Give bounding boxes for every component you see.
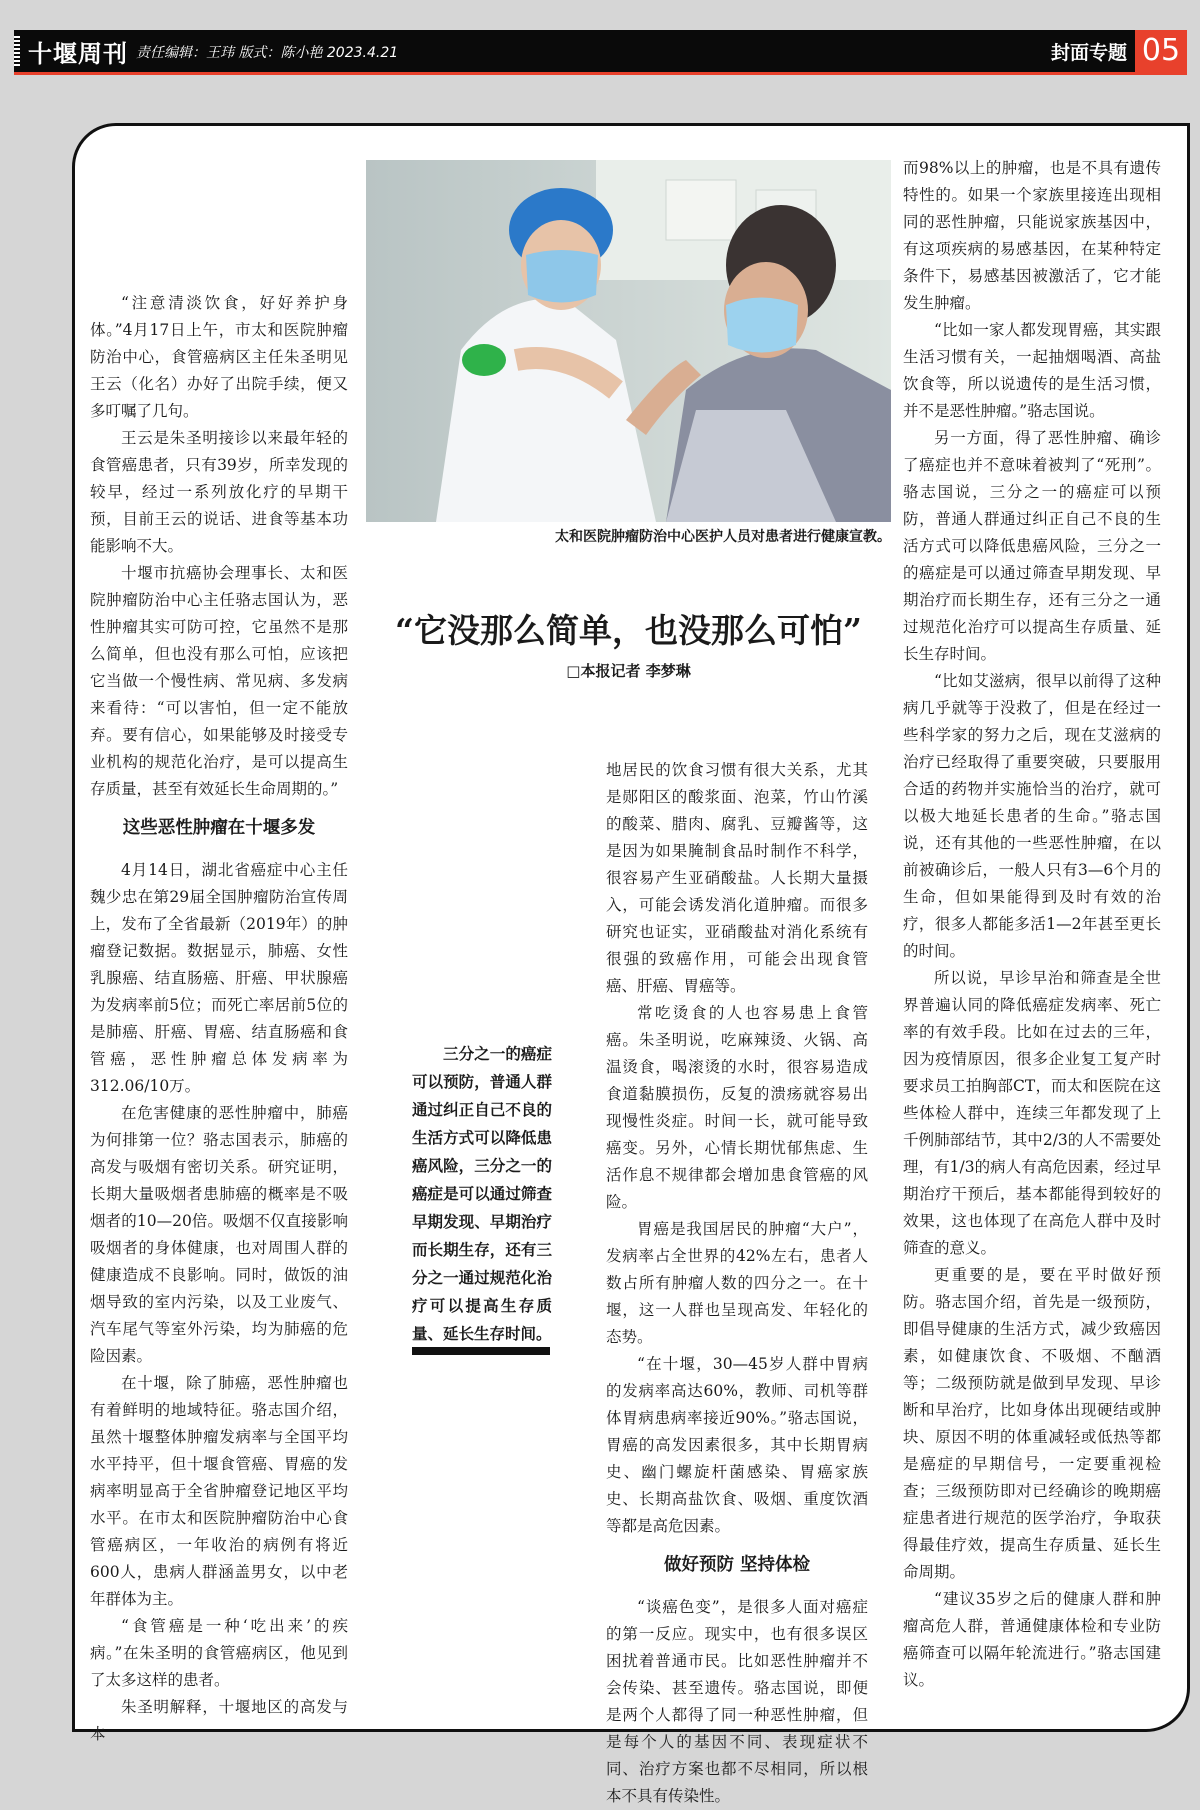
paragraph: 另一方面，得了恶性肿瘤、确诊了癌症也并不意味着被判了“死刑”。骆志国说，三分之一的癌症可以预防，普通人群通过纠正自己不良的生活方式可以降低患癌风险，三分之一的癌症是可以通过筛查早期发现、早期治疗而长期生存，还有三分之一通过规范化治疗可以提高生存质量、延长生存时间。 — [903, 429, 1161, 663]
column-1 — [90, 290, 348, 1748]
column-4 — [903, 155, 1161, 1694]
paragraph: 地居民的饮食习惯有很大关系，尤其是郧阳区的酸浆面、泡菜，竹山竹溪的酸菜、腊肉、腐乳、豆瓣酱等，这是因为如果腌制食品时制作不科学，很容易产生亚硝酸盐。人长期大量摄入，可能会诱发消化道肿瘤。而很多研究也证实，亚硝酸盐对消化系统有很强的致癌作用，可能会出现食管癌、肝癌、胃癌等。 — [606, 761, 868, 995]
pull-quote-bar — [412, 1347, 550, 1355]
paragraph: “注意清淡饮食，好好养护身体。”4月17日上午，市太和医院肿瘤防治中心，食管癌病区主任朱圣明见王云（化名）办好了出院手续，便又多叮嘱了几句。 — [90, 294, 348, 420]
paragraph: 更重要的是，要在平时做好预防。骆志国介绍，首先是一级预防，即倡导健康的生活方式，减少致癌因素，如健康饮食、不吸烟、不酗酒等；二级预防就是做到早发现、早诊断和早治疗，比如身体出现硬结或肿块、原因不明的体重减轻或低热等都是癌症的早期信号，一定要重视检查；三级预防即对已经确诊的晚期癌症患者进行规范的医学治疗，争取获得最佳疗效，提高生存质量、延长生命周期。 — [903, 1266, 1161, 1581]
photo-illustration — [366, 160, 891, 522]
masthead-credits: 责任编辑：王玮 版式：陈小艳 2023.4.21 — [136, 45, 399, 61]
photo-caption: 太和医院肿瘤防治中心医护人员对患者进行健康宣教。 — [366, 522, 891, 552]
section-title: 封面专题 — [1050, 42, 1127, 64]
paragraph: 4月14日，湖北省癌症中心主任魏少忠在第29届全国肿瘤防治宣传周上，发布了全省最新（2019年）的肿瘤登记数据。数据显示，肺癌、女性乳腺癌、结直肠癌、肝癌、甲状腺癌为发病率前5位；而死亡率居前5位的是肺癌、肝癌、胃癌、结直肠癌和食管癌，恶性肿瘤总体发病率为312.06/10万。 — [90, 861, 348, 1095]
paragraph: “比如一家人都发现胃癌，其实跟生活习惯有关，一起抽烟喝酒、高盐饮食等，所以说遗传的是生活习惯，并不是恶性肿瘤。”骆志国说。 — [903, 321, 1161, 420]
paragraph: “食管癌是一种‘吃出来’的疾病。”在朱圣明的食管癌病区，他见到了太多这样的患者。 — [90, 1617, 348, 1689]
paragraph: “谈癌色变”，是很多人面对癌症的第一反应。现实中，也有很多误区困扰着普通市民。比如恶性肿瘤并不会传染、甚至遗传。骆志国说，即便是两个人都得了同一种恶性肿瘤，但是每个人的基因不同、表现症状不同、治疗方案也都不尽相同，所以根本不具有传染性。 — [606, 1598, 868, 1805]
column-3 — [606, 757, 868, 1810]
pull-quote: 三分之一的癌症可以预防，普通人群通过纠正自己不良的生活方式可以降低患癌风险，三分之一的癌症是可以通过筛查早期发现、早期治疗而长期生存，还有三分之一通过规范化治疗可以提高生存质量、延长生存时间。 — [412, 1044, 552, 1343]
paragraph: “比如艾滋病，很早以前得了这种病几乎就等于没救了，但是在经过一些科学家的努力之后，现在艾滋病的治疗已经取得了重要突破，只要服用合适的药物并实施恰当的治疗，就可以极大地延长患者的生命。”骆志国说，还有其他的一些恶性肿瘤，在以前被确诊后，一般人只有3—6个月的生命，但如果能得到及时有效的治疗，很多人都能多活1—2年甚至更长的时间。 — [903, 672, 1161, 960]
brand-title: 十堰周刊 — [28, 39, 128, 68]
header-rule — [14, 72, 1187, 75]
paragraph: 所以说，早诊早治和筛查是全世界普遍认同的降低癌症发病率、死亡率的有效手段。比如在过去的三年，因为疫情原因，很多企业复工复产时要求员工拍胸部CT，而太和医院在这些体检人群中，连续三年都发现了上千例肺部结节，其中2/3的人不需要处理，有1/3的病人有高危因素，经过早期治疗干预后，基本都能得到较好的效果，这也体现了在高危人群中及时筛查的意义。 — [903, 969, 1161, 1257]
paragraph: 在危害健康的恶性肿瘤中，肺癌为何排第一位？骆志国表示，肺癌的高发与吸烟有密切关系。研究证明，长期大量吸烟者患肺癌的概率是不吸烟者的10—20倍。吸烟不仅直接影响吸烟者的身体健康，也对周围人群的健康造成不良影响。同时，做饭的油烟导致的室内污染，以及工业废气、汽车尾气等室外污染，均为肺癌的危险因素。 — [90, 1104, 348, 1365]
page-header — [14, 30, 1187, 72]
paragraph: “建议35岁之后的健康人群和肿瘤高危人群，普通健康体检和专业防癌筛查可以隔年轮流进行。”骆志国建议。 — [903, 1590, 1161, 1689]
brand-stripe — [14, 36, 20, 66]
paragraph: 胃癌是我国居民的肿瘤“大户”，发病率占全世界的42%左右，患者人数占所有肿瘤人数的四分之一。在十堰，这一人群也呈现高发、年轻化的态势。 — [606, 1220, 868, 1346]
paragraph: 在十堰，除了肺癌，恶性肿瘤也有着鲜明的地域特征。骆志国介绍，虽然十堰整体肿瘤发病率与全国平均水平持平，但十堰食管癌、胃癌的发病率明显高于全省肿瘤登记地区平均水平。在市太和医院肿瘤防治中心食管癌病区，一年收治的病例有将近600人，患病人群涵盖男女，以中老年群体为主。 — [90, 1374, 348, 1608]
paragraph: 朱圣明解释，十堰地区的高发与本 — [90, 1698, 348, 1743]
paragraph: 王云是朱圣明接诊以来最年轻的食管癌患者，只有39岁，所幸发现的较早，经过一系列放化疗的早期干预，目前王云的说话、进食等基本功能影响不大。 — [90, 429, 348, 555]
subheading: 这些恶性肿瘤在十堰多发 — [122, 818, 316, 838]
article-byline — [366, 660, 891, 681]
paragraph: 十堰市抗癌协会理事长、太和医院肿瘤防治中心主任骆志国认为，恶性肿瘤其实可防可控，它虽然不是那么简单，但也没有那么可怕，应该把它当做一个慢性病、常见病、多发病来看待：“可以害怕，但一定不能放弃。要有信心，如果能够及时接受专业机构的规范化治疗，是可以提高生存质量，甚至有效延长生命周期的。” — [90, 564, 348, 798]
paragraph: “在十堰，30—45岁人群中胃病的发病率高达60%，教师、司机等群体胃病患病率接近90%。”骆志国说，胃癌的高发因素很多，其中长期胃病史、幽门螺旋杆菌感染、胃癌家族史、长期高盐饮食、吸烟、重度饮酒等都是高危因素。 — [606, 1355, 868, 1535]
paragraph: 而98%以上的肿瘤，也是不具有遗传特性的。如果一个家族里接连出现相同的恶性肿瘤，只能说家族基因中，有这项疾病的易感基因，在某种特定条件下，易感基因被激活了，它才能发生肿瘤。 — [903, 159, 1161, 312]
subheading: 做好预防 坚持体检 — [663, 1555, 811, 1575]
article-photo — [366, 160, 891, 522]
paragraph: 常吃烫食的人也容易患上食管癌。朱圣明说，吃麻辣烫、火锅、高温烫食，喝滚烫的水时，很容易造成食道黏膜损伤，反复的溃疡就容易出现慢性炎症。时间一长，就可能导致癌变。另外，心情长期忧郁焦虑、生活作息不规律都会增加患食管癌的风险。 — [606, 1004, 868, 1211]
byline-text: □本报记者 李梦琳 — [566, 662, 691, 680]
article-headline: “它没那么简单，也没那么可怕” — [395, 611, 862, 650]
page-number: 05 — [1135, 30, 1187, 72]
